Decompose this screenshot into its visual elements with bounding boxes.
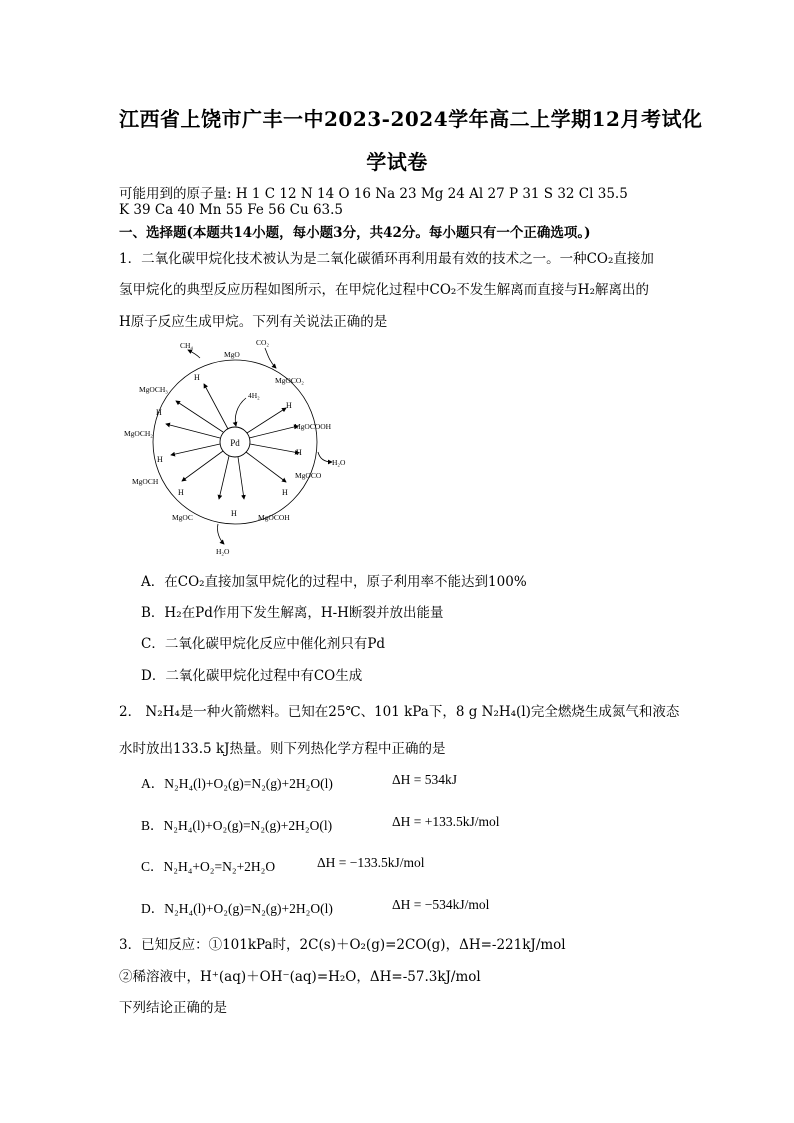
h-label: H [156,408,162,417]
label-mgoc: MgOC [172,513,193,522]
q1-stem-line-1: 1．二氧化碳甲烷化技术被认为是二氧化碳循环再利用最有效的技术之一。一种CO₂直接加 [119,251,654,267]
q1-stem-line-2: 氢甲烷化的典型反应历程如图所示，在甲烷化过程中CO₂不发生解离而直接与H₂解离出的 [119,282,649,298]
q2-stem-line-1: 2． N₂H₄是一种火箭燃料。已知在25℃、101 kPa下，8 g N₂H₄(l)完全燃烧生成氮气和液态 [119,704,680,720]
q1-option-d: D．二氧化碳甲烷化过程中有CO生成 [141,668,363,684]
q2-option-label: C． [141,859,164,874]
q2-stem-line-2: 水时放出133.5 kJ热量。则下列热化学方程中正确的是 [119,741,446,757]
q2-option-d [141,897,490,917]
label-mgo: MgO [224,350,240,359]
q1-option-b: B．H₂在Pd作用下发生解离，H-H断裂并放出能量 [141,605,444,621]
h-label: H [231,509,237,518]
label-h2o-bottom: H₂O [216,547,230,556]
q2-option-equation: N₂H₄(l)+O₂(g)=N₂(g)+2H₂O(l) [164,901,333,916]
q2-option-enthalpy: ΔH = +133.5kJ/mol [392,814,500,829]
label-mgoch3: MgOCH₃ [139,385,168,394]
q2-option-equation: N₂H₄(l)+O₂(g)=N₂(g)+2H₂O(l) [163,818,333,833]
atomic-masses-line-1: 可能用到的原子量: H 1 C 12 N 14 O 16 Na 23 Mg 24 Al 27 P 31 S 32 Cl 35.5 [119,186,628,202]
h-label: H [157,455,163,464]
q2-option-b [141,814,500,834]
q2-option-equation: N₂H₄(l)+O₂(g)=N₂(g)+2H₂O(l) [164,776,333,791]
label-mgocoh: MgOCOH [258,513,290,522]
q3-stem-line-1: 3．已知反应：①101kPa时，2C(s)＋O₂(g)=2CO(g)，ΔH=-221kJ/mol [119,937,566,953]
label-co2: CO₂ [256,338,270,347]
q1-option-a: A．在CO₂直接加氢甲烷化的过程中，原子利用率不能达到100% [141,574,527,590]
q2-option-a [141,772,458,792]
label-4h2: 4H₂ [248,391,260,400]
atomic-masses-line-2: K 39 Ca 40 Mn 55 Fe 56 Cu 63.5 [119,202,344,218]
q2-option-equation: N₂H₄+O₂=N₂+2H₂O [163,859,276,874]
q3-stem-line-2: ②稀溶液中，H⁺(aq)＋OH⁻(aq)=H₂O，ΔH=-57.3kJ/mol [119,969,481,985]
title-line-2: 学试卷 [366,150,428,174]
q2-option-enthalpy: ΔH = −133.5kJ/mol [317,855,425,870]
h-label: H [286,401,292,410]
q2-option-label: B． [141,818,164,833]
section-header: 一、选择题(本题共14小题，每小题3分，共42分。每小题只有一个正确选项。) [119,225,591,241]
methanation-cycle-diagram [118,334,358,560]
h-label: H [282,488,288,497]
title-line-1: 江西省上饶市广丰一中2023-2024学年高二上学期12月考试化 [119,107,703,131]
q2-option-label: A． [141,776,165,791]
q3-stem-line-3: 下列结论正确的是 [119,1000,227,1016]
label-mgoco: MgOCO [295,471,322,480]
q2-option-enthalpy: ΔH = 534kJ [392,772,458,787]
h-label: H [194,373,200,382]
label-ch4: CH₄ [180,341,194,350]
label-h2o-right: H₂O [332,458,346,467]
label-mgoco2: MgOCO₂ [275,376,304,385]
pd-label: Pd [230,438,240,448]
q1-option-c: C．二氧化碳甲烷化反应中催化剂只有Pd [141,636,386,652]
q2-option-enthalpy: ΔH = −534kJ/mol [392,897,490,912]
h-label: H [178,488,184,497]
label-mgoch2: MgOCH₂ [124,429,153,438]
label-mgoch: MgOCH [132,477,159,486]
h-label: H [296,448,302,457]
q1-stem-line-3: H原子反应生成甲烷。下列有关说法正确的是 [119,314,388,330]
q2-option-c [141,855,425,875]
label-mgocooh: MgOCOOH [294,422,332,431]
q2-option-label: D． [141,901,165,916]
